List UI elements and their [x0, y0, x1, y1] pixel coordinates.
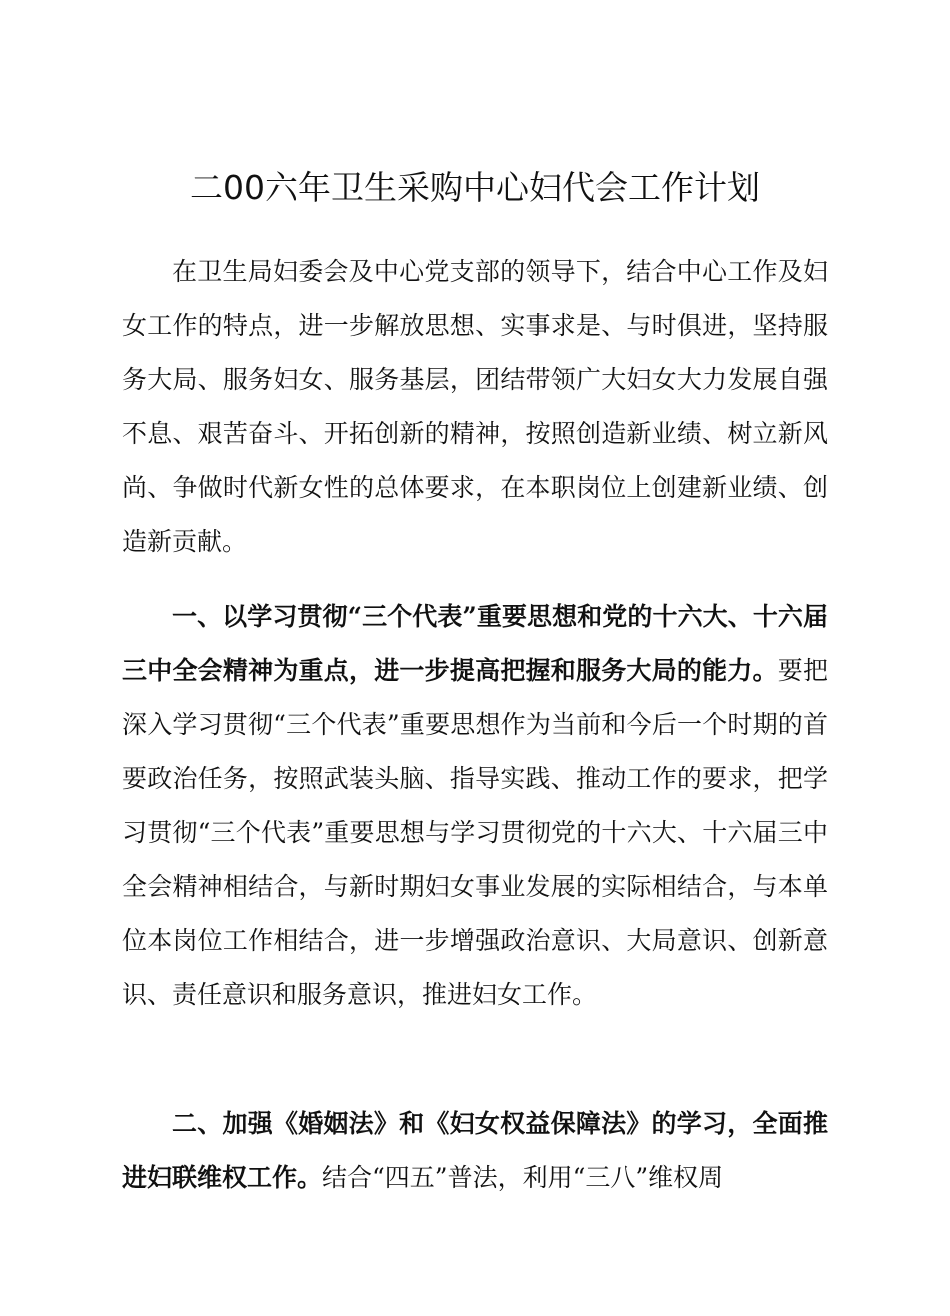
section-2-heading: 二、加强《婚姻法》和《妇女权益保障法》的学习，全面推进妇联维权工作。 [122, 1109, 828, 1192]
section-2-paragraph [122, 1097, 828, 1205]
section-1-paragraph [122, 590, 828, 1022]
section-2-body: 结合“四五”普法，利用“三八”维权周 [322, 1163, 724, 1192]
section-1-body: 要把深入学习贯彻“三个代表”重要思想作为当前和今后一个时期的首要政治任务，按照武装头脑、指导实践、推动工作的要求，把学习贯彻“三个代表”重要思想与学习贯彻党的十六大、十六届三中全会精神相结合，与新时期妇女事业发展的实际相结合，与本单位本岗位工作相结合，进一步增强政治意识、大局意识、创新意识、责任意识和服务意识，推进妇女工作。 [122, 656, 828, 1009]
document-title: 二00六年卫生采购中心妇代会工作计划 [190, 168, 760, 207]
section-1-heading: 一、以学习贯彻“三个代表”重要思想和党的十六大、十六届三中全会精神为重点，进一步提高把握和服务大局的能力。 [122, 602, 828, 685]
intro-paragraph: 在卫生局妇委会及中心党支部的领导下，结合中心工作及妇女工作的特点，进一步解放思想、实事求是、与时俱进，坚持服务大局、服务妇女、服务基层，团结带领广大妇女大力发展自强不息、艰苦奋斗、开拓创新的精神，按照创造新业绩、树立新风尚、争做时代新女性的总体要求，在本职岗位上创建新业绩、创造新贡献。 [122, 257, 828, 556]
